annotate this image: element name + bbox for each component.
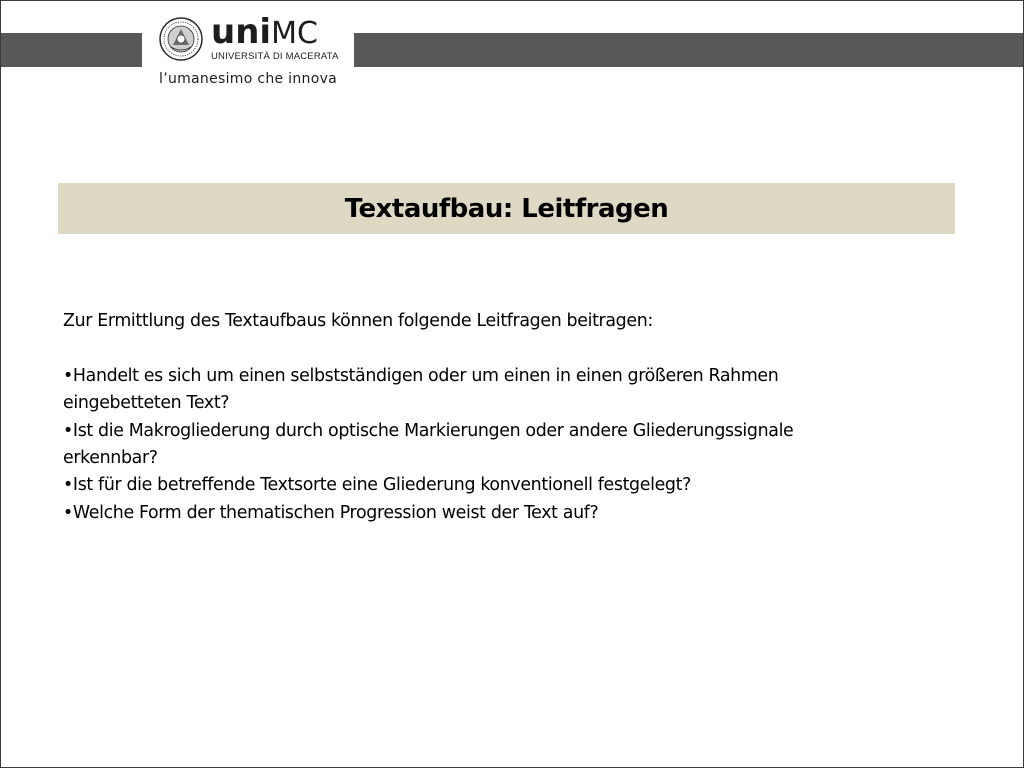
bullet-list [63, 363, 883, 527]
intro-text: Zur Ermittlung des Textaufbaus können folgende Leitfragen beitragen: [63, 311, 653, 331]
title-bar [58, 183, 955, 234]
header-band-right [354, 33, 1023, 67]
bullet-item: • Ist für die betreffende Textsorte eine Gliederung konventionell festgelegt? [63, 472, 883, 499]
logo-wordmark-light: MC [271, 16, 318, 51]
logo-wordmark-bold: uni [211, 12, 272, 52]
slide-body [63, 308, 883, 527]
slide-title: Textaufbau: Leitfragen [344, 193, 669, 224]
logo-university-name: UNIVERSITÀ DI MACERATA [211, 51, 339, 62]
logo-wordmark [211, 12, 318, 52]
bullet-item: • Welche Form der thematischen Progression weist der Text auf? [63, 500, 883, 527]
unimc-logo [153, 13, 349, 93]
bullet-item: • Handelt es sich um einen selbstständigen oder um einen in einen größeren Rahmen eingebetteten Text? [63, 363, 883, 418]
logo-tagline: l’umanesimo che innova [159, 71, 338, 87]
bullet-item: • Ist die Makrogliederung durch optische Markierungen oder andere Gliederungssignale erkennbar? [63, 418, 883, 473]
university-seal-icon [159, 17, 203, 61]
header-band-left [1, 33, 142, 67]
